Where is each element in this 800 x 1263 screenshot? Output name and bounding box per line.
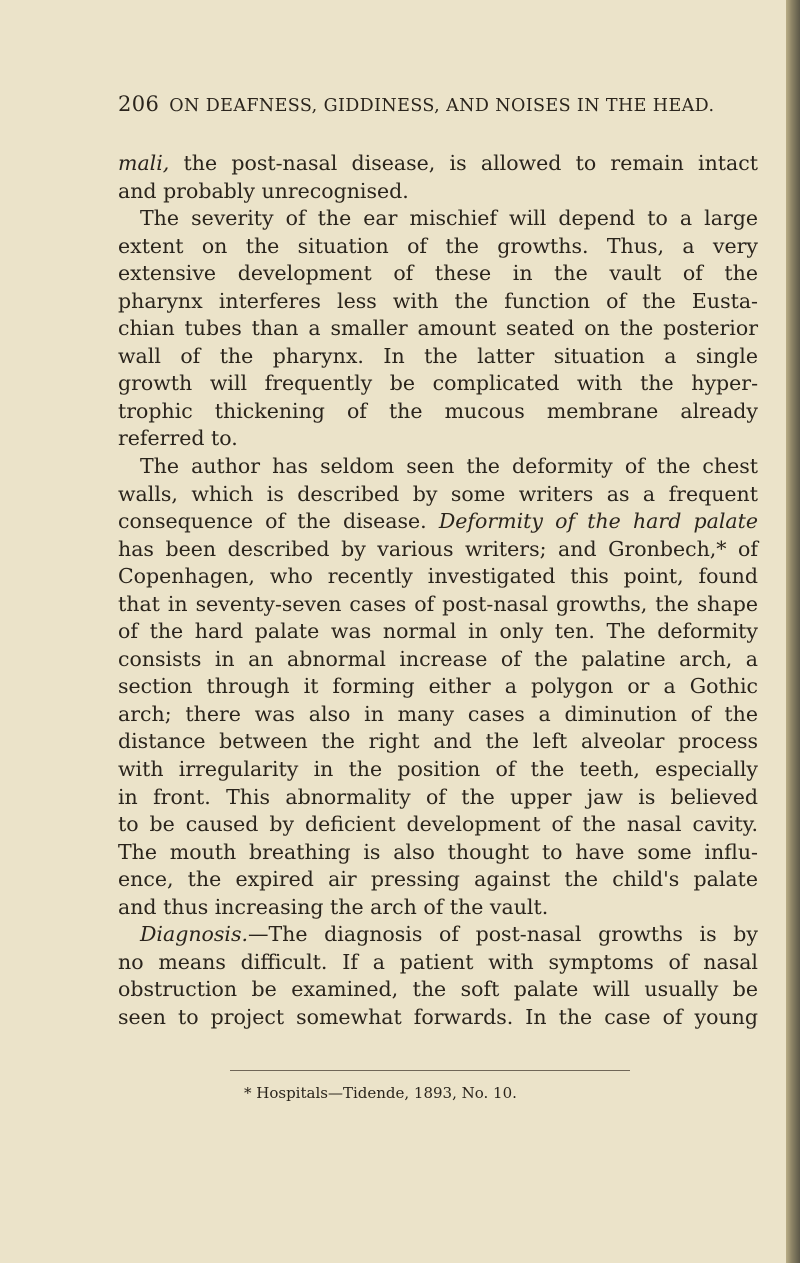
text-line: consists in an abnormal increase of the palatine arch, a <box>118 646 758 671</box>
text-line: seen to project somewhat forwards. In the case of young <box>118 1004 758 1029</box>
text-line: has been described by various writers; and Gronbech,* of <box>118 536 758 561</box>
text-line: extensive development of these in the vault of the <box>118 261 758 286</box>
running-title: ON DEAFNESS, GIDDINESS, AND NOISES IN THE HEAD. <box>169 96 715 116</box>
text-line: growth will frequently be complicated with the hyper- <box>118 371 758 396</box>
text-line: Diagnosis.—The diagnosis of post-nasal growths is by <box>140 922 758 947</box>
text-line: The severity of the ear mischief will depend to a large <box>140 206 758 231</box>
page-edge-shadow <box>786 0 800 1263</box>
text-line: distance between the right and the left alveolar process <box>118 729 758 754</box>
text-line: The author has seldom seen the deformity of the chest <box>140 454 758 479</box>
text-line: extent on the situation of the growths. Thus, a very <box>118 233 758 258</box>
text-line: pharynx interferes less with the function of the Eusta- <box>118 288 758 313</box>
text-line: chian tubes than a smaller amount seated on the posterior <box>118 316 758 341</box>
footnote-rule <box>230 1070 630 1071</box>
text-line: no means difficult. If a patient with symptoms of nasal <box>118 949 758 974</box>
italic-text: Diagnosis. <box>140 922 248 947</box>
body-text <box>118 150 758 1032</box>
text-line: that in seventy-seven cases of post-nasal growths, the shape <box>118 591 758 616</box>
text-line: wall of the pharynx. In the latter situation a single <box>118 343 758 368</box>
text-line: walls, which is described by some writers as a frequent <box>118 481 758 506</box>
text-line: consequence of the disease. Deformity of the hard palate <box>118 509 758 534</box>
text-line: mali, the post-nasal disease, is allowed to remain intact <box>118 151 758 175</box>
italic-text: mali, <box>118 151 170 175</box>
text-line: The mouth breathing is also thought to have some influ- <box>118 839 758 864</box>
text-line: and probably unrecognised. <box>118 178 409 203</box>
text-line: obstruction be examined, the soft palate will usually be <box>118 977 758 1002</box>
text-line: Copenhagen, who recently investigated this point, found <box>118 564 758 589</box>
footnote: * Hospitals—Tidende, 1893, No. 10. <box>244 1084 517 1102</box>
text-line: to be caused by deficient development of the nasal cavity. <box>118 812 758 837</box>
text-line: section through it forming either a polygon or a Gothic <box>118 674 758 699</box>
text-line: arch; there was also in many cases a diminution of the <box>118 701 758 726</box>
text-line: trophic thickening of the mucous membrane already <box>118 398 758 423</box>
page-header <box>118 92 758 124</box>
text-line: with irregularity in the position of the teeth, especially <box>118 757 758 782</box>
page-number: 206 <box>118 92 160 116</box>
text-line: ence, the expired air pressing against the child's palate <box>118 867 758 892</box>
text-line: of the hard palate was normal in only ten. The deformity <box>118 619 758 644</box>
text-line: referred to. <box>118 426 238 451</box>
text-line: in front. This abnormality of the upper jaw is believed <box>118 784 758 809</box>
italic-text: Deformity of the hard palate <box>438 509 758 534</box>
text-line: and thus increasing the arch of the vault. <box>118 894 549 919</box>
